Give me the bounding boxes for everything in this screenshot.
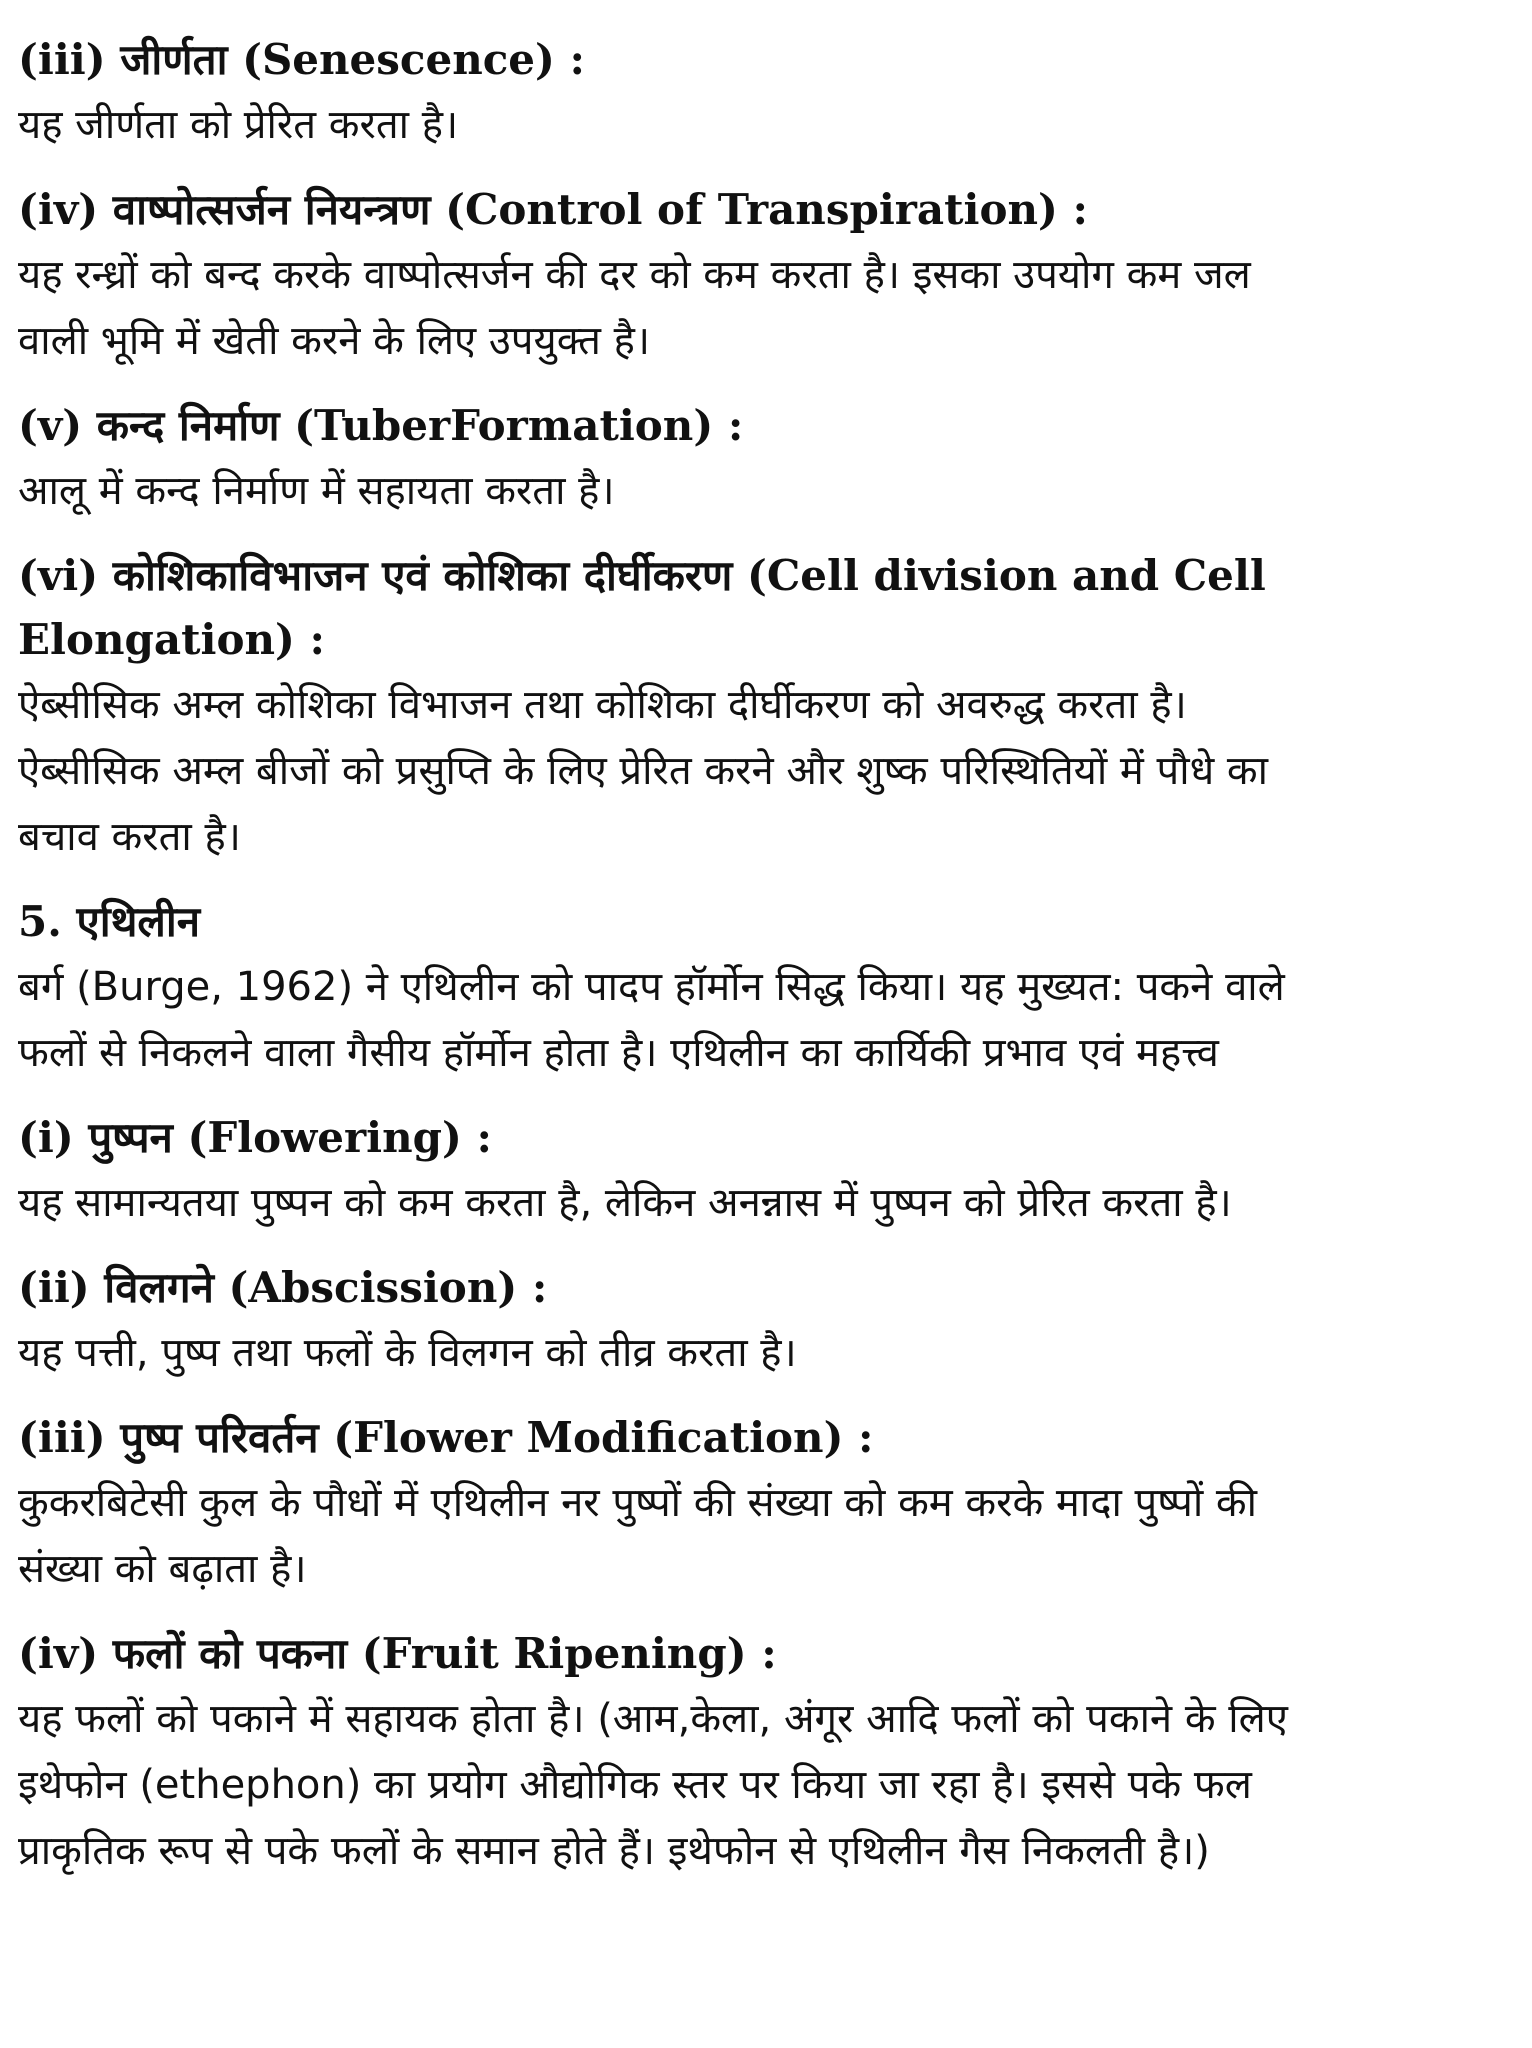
section-fruit-ripening: [18, 1622, 1508, 1884]
section-tuber-formation: [18, 394, 1508, 524]
section-heading: (ii) विलगने (Abscission) :: [18, 1263, 548, 1312]
body-line: संख्या को बढ़ाता है।: [18, 1546, 307, 1592]
section-heading: [18, 544, 1508, 672]
body-line: बचाव करता है।: [18, 814, 241, 860]
section-ethylene: [18, 890, 1508, 1086]
heading-line: (vi) कोशिकाविभाजन एवं कोशिका दीर्घीकरण (Cell division and Cell: [18, 551, 1266, 600]
section-cell-division-elongation: [18, 544, 1508, 870]
body-line: यह पत्ती, पुष्प तथा फलों के विलगन को तीव्र करता है।: [18, 1330, 797, 1376]
body-line: आलू में कन्द निर्माण में सहायता करता है।: [18, 468, 615, 514]
body-line: बर्ग (Burge, 1962) ने एथिलीन को पादप हॉर्मोन सिद्ध किया। यह मुख्यत: पकने वाले: [18, 964, 1285, 1010]
body-line: यह रन्ध्रों को बन्द करके वाष्पोत्सर्जन की दर को कम करता है। इसका उपयोग कम जल: [18, 252, 1251, 298]
section-body: [18, 672, 1508, 870]
body-line: यह फलों को पकाने में सहायक होता है। (आम,केला, अंगूर आदि फलों को पकाने के लिए: [18, 1696, 1288, 1742]
section-heading: 5. एथिलीन: [18, 897, 201, 946]
body-line: यह जीर्णता को प्रेरित करता है।: [18, 102, 459, 148]
section-heading: (v) कन्द निर्माण (TuberFormation) :: [18, 401, 744, 450]
section-body: [18, 92, 1508, 158]
body-line: यह सामान्यतया पुष्पन को कम करता है, लेकिन अनन्नास में पुष्पन को प्रेरित करता है।: [18, 1180, 1232, 1226]
section-control-of-transpiration: [18, 178, 1508, 374]
section-heading: (iii) पुष्प परिवर्तन (Flower Modification) :: [18, 1413, 874, 1462]
body-line: वाली भूमि में खेती करने के लिए उपयुक्त है।: [18, 318, 651, 364]
section-flowering: [18, 1106, 1508, 1236]
section-heading: (iii) जीर्णता (Senescence) :: [18, 35, 586, 84]
section-abscission: [18, 1256, 1508, 1386]
heading-line: Elongation) :: [18, 615, 326, 664]
section-body: [18, 1686, 1508, 1884]
document-page: [18, 28, 1508, 1904]
body-line: ऐब्सीसिक अम्ल बीजों को प्रसुप्ति के लिए प्रेरित करने और शुष्क परिस्थितियों में पौधे का: [18, 748, 1269, 794]
section-heading: (iv) वाष्पोत्सर्जन नियन्त्रण (Control of Transpiration) :: [18, 185, 1089, 234]
section-body: [18, 1470, 1508, 1602]
body-line: कुकरबिटेसी कुल के पौधों में एथिलीन नर पुष्पों की संख्या को कम करके मादा पुष्पों की: [18, 1480, 1258, 1526]
section-senescence: [18, 28, 1508, 158]
section-heading: (i) पुष्पन (Flowering) :: [18, 1113, 493, 1162]
body-line: इथेफोन (ethephon) का प्रयोग औद्योगिक स्तर पर किया जा रहा है। इससे पके फल: [18, 1762, 1252, 1808]
section-flower-modification: [18, 1406, 1508, 1602]
section-body: [18, 458, 1508, 524]
section-heading: (iv) फलों को पकना (Fruit Ripening) :: [18, 1629, 777, 1678]
section-body: [18, 954, 1508, 1086]
body-line: फलों से निकलने वाला गैसीय हॉर्मोन होता है। एथिलीन का कार्यिकी प्रभाव एवं महत्त्व: [18, 1030, 1219, 1076]
section-body: [18, 1320, 1508, 1386]
section-body: [18, 1170, 1508, 1236]
body-line: प्राकृतिक रूप से पके फलों के समान होते हैं। इथेफोन से एथिलीन गैस निकलती है।): [18, 1828, 1210, 1874]
section-body: [18, 242, 1508, 374]
body-line: ऐब्सीसिक अम्ल कोशिका विभाजन तथा कोशिका दीर्घीकरण को अवरुद्ध करता है।: [18, 682, 1187, 728]
